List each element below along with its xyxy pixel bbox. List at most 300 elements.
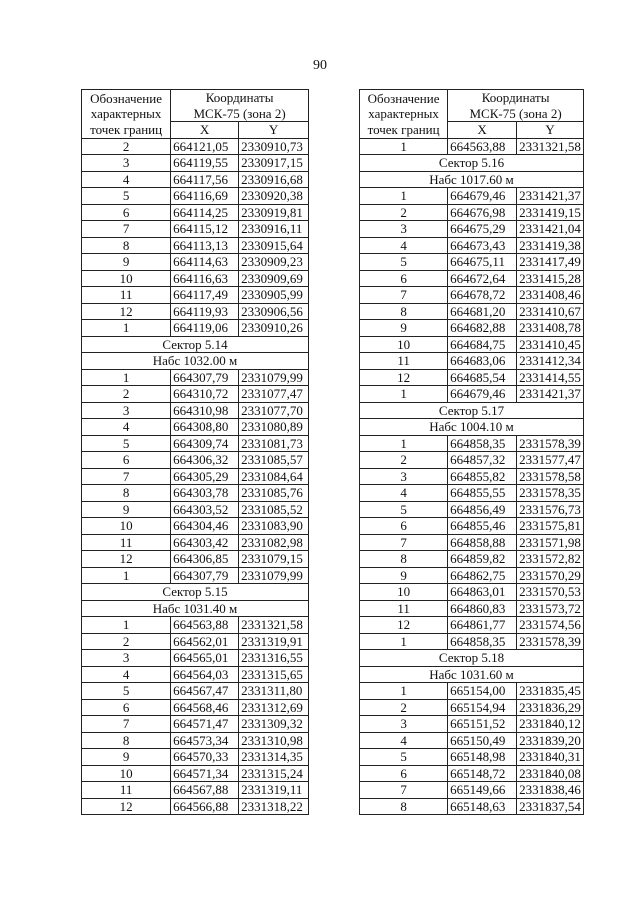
table-row xyxy=(360,798,584,815)
table-row xyxy=(360,138,584,155)
table-row xyxy=(82,419,309,436)
table-body-right xyxy=(360,138,584,815)
coordinate-x: 664855,46 xyxy=(448,518,517,535)
point-number: 8 xyxy=(360,303,448,320)
point-number: 2 xyxy=(82,633,171,650)
coordinate-x: 664860,83 xyxy=(448,600,517,617)
point-number: 5 xyxy=(82,435,171,452)
point-number: 5 xyxy=(82,683,171,700)
table-row xyxy=(82,666,309,683)
point-number: 11 xyxy=(360,353,448,370)
point-number: 7 xyxy=(82,716,171,733)
coordinate-y: 2331319,11 xyxy=(239,782,309,799)
table-row xyxy=(82,287,309,304)
coordinate-y: 2331837,54 xyxy=(517,798,584,815)
point-number: 4 xyxy=(360,485,448,502)
point-number: 6 xyxy=(82,452,171,469)
table-row xyxy=(360,303,584,320)
header-x: X xyxy=(448,122,517,139)
coordinate-x: 664114,63 xyxy=(171,254,239,271)
point-number: 4 xyxy=(82,171,171,188)
coordinate-y: 2331840,31 xyxy=(517,749,584,766)
header-y: Y xyxy=(517,122,584,139)
point-number: 2 xyxy=(82,138,171,155)
coordinate-y: 2331419,38 xyxy=(517,237,584,254)
coordinate-x: 664675,29 xyxy=(448,221,517,238)
point-number: 2 xyxy=(360,452,448,469)
coordinate-x: 665149,66 xyxy=(448,782,517,799)
coordinate-x: 664856,49 xyxy=(448,501,517,518)
coordinate-x: 664855,82 xyxy=(448,468,517,485)
table-row xyxy=(360,782,584,799)
point-number: 4 xyxy=(82,419,171,436)
coordinate-x: 664117,49 xyxy=(171,287,239,304)
point-number: 7 xyxy=(360,287,448,304)
coordinate-y: 2331408,78 xyxy=(517,320,584,337)
point-number: 7 xyxy=(82,468,171,485)
coordinate-y: 2331578,39 xyxy=(517,633,584,650)
table-row xyxy=(360,369,584,386)
coordinate-x: 664681,20 xyxy=(448,303,517,320)
coordinate-y: 2330917,15 xyxy=(239,155,309,172)
point-number: 6 xyxy=(360,765,448,782)
coordinate-y: 2331578,58 xyxy=(517,468,584,485)
coordinate-y: 2331574,56 xyxy=(517,617,584,634)
table-row xyxy=(82,320,309,337)
table-row xyxy=(82,188,309,205)
coordinate-y: 2331079,15 xyxy=(239,551,309,568)
coordinate-y: 2331309,32 xyxy=(239,716,309,733)
table-row xyxy=(360,336,584,353)
coordinate-y: 2331573,72 xyxy=(517,600,584,617)
coordinate-x: 664310,98 xyxy=(171,402,239,419)
header-designation-line: характерных xyxy=(368,106,439,121)
coordinate-x: 664121,05 xyxy=(171,138,239,155)
point-number: 9 xyxy=(82,749,171,766)
coordinate-x: 664119,06 xyxy=(171,320,239,337)
point-number: 1 xyxy=(360,435,448,452)
point-number: 6 xyxy=(82,204,171,221)
coordinate-y: 2331077,70 xyxy=(239,402,309,419)
coordinate-y: 2331835,45 xyxy=(517,683,584,700)
coordinate-y: 2331080,89 xyxy=(239,419,309,436)
coordinate-x: 664862,75 xyxy=(448,567,517,584)
coordinate-y: 2331314,35 xyxy=(239,749,309,766)
table-row xyxy=(82,221,309,238)
section-label: Сектор 5.14 xyxy=(82,336,309,353)
table-row xyxy=(360,617,584,634)
coordinate-y: 2331578,39 xyxy=(517,435,584,452)
table-row xyxy=(82,237,309,254)
coordinate-y: 2331421,37 xyxy=(517,386,584,403)
coordinate-y: 2331839,20 xyxy=(517,732,584,749)
point-number: 1 xyxy=(360,386,448,403)
coordinate-y: 2331316,55 xyxy=(239,650,309,667)
coordinate-x: 664562,01 xyxy=(171,633,239,650)
coordinate-y: 2331414,55 xyxy=(517,369,584,386)
point-number: 8 xyxy=(360,798,448,815)
point-number: 1 xyxy=(360,138,448,155)
coordinate-y: 2331321,58 xyxy=(239,617,309,634)
point-number: 1 xyxy=(360,188,448,205)
coordinate-x: 664858,35 xyxy=(448,435,517,452)
coordinate-y: 2331836,29 xyxy=(517,699,584,716)
point-number: 12 xyxy=(360,617,448,634)
point-number: 2 xyxy=(360,204,448,221)
header-designation xyxy=(82,90,171,139)
table-row xyxy=(82,303,309,320)
point-number: 12 xyxy=(360,369,448,386)
coordinate-y: 2331085,57 xyxy=(239,452,309,469)
table-row xyxy=(82,534,309,551)
coordinate-x: 664564,03 xyxy=(171,666,239,683)
table-row xyxy=(82,782,309,799)
coordinate-y: 2331572,82 xyxy=(517,551,584,568)
table-row xyxy=(82,567,309,584)
coordinate-x: 664679,46 xyxy=(448,386,517,403)
coordinate-x: 664571,47 xyxy=(171,716,239,733)
point-number: 8 xyxy=(82,732,171,749)
point-number: 12 xyxy=(82,798,171,815)
section-row xyxy=(360,419,584,436)
coordinate-y: 2330916,68 xyxy=(239,171,309,188)
coordinate-y: 2331410,45 xyxy=(517,336,584,353)
coordinate-x: 664679,46 xyxy=(448,188,517,205)
coordinate-y: 2330916,11 xyxy=(239,221,309,238)
table-row xyxy=(360,270,584,287)
header-x: X xyxy=(171,122,239,139)
point-number: 1 xyxy=(82,617,171,634)
coordinate-y: 2331311,80 xyxy=(239,683,309,700)
coordinate-x: 664568,46 xyxy=(171,699,239,716)
table-row xyxy=(360,584,584,601)
point-number: 6 xyxy=(360,270,448,287)
coordinate-y: 2331319,91 xyxy=(239,633,309,650)
table-row xyxy=(82,683,309,700)
coordinate-x: 664119,55 xyxy=(171,155,239,172)
coordinate-x: 665154,94 xyxy=(448,699,517,716)
coordinate-x: 664303,42 xyxy=(171,534,239,551)
coordinates-table-left xyxy=(81,89,309,815)
point-number: 7 xyxy=(360,782,448,799)
table-row xyxy=(360,237,584,254)
coordinate-x: 664863,01 xyxy=(448,584,517,601)
table-row xyxy=(82,270,309,287)
coordinate-x: 664682,88 xyxy=(448,320,517,337)
section-row xyxy=(360,155,584,172)
header-y: Y xyxy=(239,122,309,139)
point-number: 3 xyxy=(360,468,448,485)
coordinate-y: 2331079,99 xyxy=(239,567,309,584)
point-number: 8 xyxy=(360,551,448,568)
table-row xyxy=(360,765,584,782)
section-label: Сектор 5.18 xyxy=(360,650,584,667)
coordinate-y: 2331417,49 xyxy=(517,254,584,271)
table-row xyxy=(82,155,309,172)
point-number: 3 xyxy=(82,650,171,667)
table-row xyxy=(82,435,309,452)
table-row xyxy=(82,650,309,667)
header-coordinates xyxy=(171,90,309,106)
coordinate-x: 664565,01 xyxy=(171,650,239,667)
coordinate-x: 664673,43 xyxy=(448,237,517,254)
table-row xyxy=(360,518,584,535)
point-number: 10 xyxy=(82,270,171,287)
header-coordinates-title: Координаты xyxy=(205,90,274,105)
point-number: 11 xyxy=(360,600,448,617)
header-coordinates-system: МСК-75 (зона 2) xyxy=(171,106,309,122)
table-row xyxy=(82,171,309,188)
table-row xyxy=(360,188,584,205)
table-row xyxy=(360,567,584,584)
header-designation-line: Обозначение xyxy=(367,90,440,106)
point-number: 5 xyxy=(360,254,448,271)
coordinate-y: 2331085,52 xyxy=(239,501,309,518)
table-row xyxy=(82,633,309,650)
section-label: Набс 1004.10 м xyxy=(360,419,584,436)
coordinate-y: 2331315,65 xyxy=(239,666,309,683)
table-row xyxy=(360,485,584,502)
coordinate-y: 2331408,46 xyxy=(517,287,584,304)
table-row xyxy=(360,435,584,452)
table-row xyxy=(82,732,309,749)
coordinate-x: 664116,69 xyxy=(171,188,239,205)
table-row xyxy=(82,485,309,502)
page-number: 90 xyxy=(313,58,327,73)
point-number: 3 xyxy=(360,716,448,733)
coordinate-y: 2330919,81 xyxy=(239,204,309,221)
table-body-left xyxy=(82,138,309,815)
table-row xyxy=(82,468,309,485)
point-number: 6 xyxy=(82,699,171,716)
coordinate-y: 2330906,56 xyxy=(239,303,309,320)
point-number: 2 xyxy=(82,386,171,403)
section-label: Набс 1031.40 м xyxy=(82,600,309,617)
coordinate-x: 664573,34 xyxy=(171,732,239,749)
coordinate-y: 2331083,90 xyxy=(239,518,309,535)
point-number: 11 xyxy=(82,534,171,551)
point-number: 2 xyxy=(360,699,448,716)
table-row xyxy=(360,254,584,271)
header-coordinates-title: Координаты xyxy=(481,90,550,105)
header-designation xyxy=(360,90,448,139)
coordinate-y: 2331310,98 xyxy=(239,732,309,749)
coordinate-x: 664563,88 xyxy=(448,138,517,155)
coordinate-x: 665148,98 xyxy=(448,749,517,766)
section-row xyxy=(82,353,309,370)
table-row xyxy=(82,699,309,716)
coordinate-x: 664306,85 xyxy=(171,551,239,568)
section-row xyxy=(82,336,309,353)
table-row xyxy=(360,600,584,617)
point-number: 1 xyxy=(82,369,171,386)
coordinate-x: 665148,63 xyxy=(448,798,517,815)
table-row xyxy=(82,501,309,518)
table-row xyxy=(360,749,584,766)
coordinate-y: 2330910,26 xyxy=(239,320,309,337)
section-label: Сектор 5.17 xyxy=(360,402,584,419)
header-designation-line: точек границ xyxy=(367,121,440,137)
table-row xyxy=(360,320,584,337)
section-row xyxy=(360,650,584,667)
coordinate-x: 664858,35 xyxy=(448,633,517,650)
coordinate-x: 664859,82 xyxy=(448,551,517,568)
table-row xyxy=(360,699,584,716)
header-designation-line: характерных xyxy=(90,106,162,121)
table-row xyxy=(360,732,584,749)
coordinate-x: 664303,78 xyxy=(171,485,239,502)
coordinate-y: 2330920,38 xyxy=(239,188,309,205)
table-row xyxy=(360,716,584,733)
point-number: 11 xyxy=(82,782,171,799)
section-row xyxy=(82,600,309,617)
coordinate-y: 2331421,37 xyxy=(517,188,584,205)
point-number: 1 xyxy=(82,567,171,584)
coordinate-y: 2330905,99 xyxy=(239,287,309,304)
coordinate-y: 2331318,22 xyxy=(239,798,309,815)
coordinate-y: 2331840,08 xyxy=(517,765,584,782)
coordinate-x: 664303,52 xyxy=(171,501,239,518)
point-number: 10 xyxy=(360,584,448,601)
coordinate-x: 664685,54 xyxy=(448,369,517,386)
table-row xyxy=(82,798,309,815)
header-coordinates-system: МСК-75 (зона 2) xyxy=(448,106,584,122)
coordinate-x: 664563,88 xyxy=(171,617,239,634)
coordinate-y: 2331421,04 xyxy=(517,221,584,238)
coordinate-y: 2331576,73 xyxy=(517,501,584,518)
coordinate-y: 2331415,28 xyxy=(517,270,584,287)
coordinate-x: 664567,47 xyxy=(171,683,239,700)
point-number: 1 xyxy=(360,683,448,700)
header-designation-line: Обозначение xyxy=(90,90,162,106)
coordinate-x: 664678,72 xyxy=(448,287,517,304)
point-number: 4 xyxy=(360,237,448,254)
coordinate-y: 2331085,76 xyxy=(239,485,309,502)
point-number: 9 xyxy=(82,254,171,271)
table-row xyxy=(360,452,584,469)
point-number: 5 xyxy=(360,501,448,518)
header-designation-line: точек границ xyxy=(90,121,163,137)
table-row xyxy=(360,204,584,221)
point-number: 4 xyxy=(360,732,448,749)
table-row xyxy=(82,551,309,568)
coordinate-x: 664683,06 xyxy=(448,353,517,370)
table-row xyxy=(82,402,309,419)
table-row xyxy=(360,633,584,650)
coordinates-table-right xyxy=(359,89,584,815)
coordinate-y: 2331079,99 xyxy=(239,369,309,386)
coordinate-y: 2331315,24 xyxy=(239,765,309,782)
point-number: 10 xyxy=(82,518,171,535)
coordinate-y: 2331312,69 xyxy=(239,699,309,716)
coordinate-y: 2331419,15 xyxy=(517,204,584,221)
coordinate-x: 664307,79 xyxy=(171,567,239,584)
coordinate-x: 665150,49 xyxy=(448,732,517,749)
table-row xyxy=(82,617,309,634)
coordinate-x: 664566,88 xyxy=(171,798,239,815)
coordinate-y: 2330909,69 xyxy=(239,270,309,287)
coordinate-x: 664307,79 xyxy=(171,369,239,386)
point-number: 11 xyxy=(82,287,171,304)
coordinate-x: 665148,72 xyxy=(448,765,517,782)
table-row xyxy=(82,204,309,221)
point-number: 5 xyxy=(82,188,171,205)
coordinate-x: 664857,32 xyxy=(448,452,517,469)
table-row xyxy=(82,716,309,733)
coordinate-y: 2331081,73 xyxy=(239,435,309,452)
coordinate-x: 665151,52 xyxy=(448,716,517,733)
point-number: 8 xyxy=(82,237,171,254)
point-number: 9 xyxy=(82,501,171,518)
point-number: 7 xyxy=(360,534,448,551)
point-number: 8 xyxy=(82,485,171,502)
point-number: 5 xyxy=(360,749,448,766)
point-number: 1 xyxy=(360,633,448,650)
coordinate-y: 2331410,67 xyxy=(517,303,584,320)
table-row xyxy=(82,749,309,766)
coordinate-y: 2331570,29 xyxy=(517,567,584,584)
coordinate-x: 664306,32 xyxy=(171,452,239,469)
coordinate-y: 2331577,47 xyxy=(517,452,584,469)
coordinate-y: 2331077,47 xyxy=(239,386,309,403)
point-number: 3 xyxy=(82,402,171,419)
table-row xyxy=(82,452,309,469)
table-row xyxy=(82,369,309,386)
table-row xyxy=(82,254,309,271)
coordinate-x: 664676,98 xyxy=(448,204,517,221)
coordinate-x: 664675,11 xyxy=(448,254,517,271)
coordinate-x: 664858,88 xyxy=(448,534,517,551)
table-row xyxy=(82,518,309,535)
point-number: 3 xyxy=(82,155,171,172)
coordinate-y: 2331578,35 xyxy=(517,485,584,502)
table-row xyxy=(360,221,584,238)
table-row xyxy=(360,386,584,403)
point-number: 7 xyxy=(82,221,171,238)
coordinate-y: 2330915,64 xyxy=(239,237,309,254)
section-row xyxy=(82,584,309,601)
coordinate-y: 2331082,98 xyxy=(239,534,309,551)
point-number: 6 xyxy=(360,518,448,535)
point-number: 10 xyxy=(82,765,171,782)
coordinate-y: 2331840,12 xyxy=(517,716,584,733)
coordinate-y: 2331084,64 xyxy=(239,468,309,485)
table-row xyxy=(360,501,584,518)
coordinate-x: 664310,72 xyxy=(171,386,239,403)
section-label: Набс 1031.60 м xyxy=(360,666,584,683)
section-row xyxy=(360,402,584,419)
coordinate-y: 2331570,53 xyxy=(517,584,584,601)
table-row xyxy=(82,386,309,403)
coordinate-y: 2330909,23 xyxy=(239,254,309,271)
coordinate-x: 664855,55 xyxy=(448,485,517,502)
point-number: 10 xyxy=(360,336,448,353)
table-row xyxy=(82,138,309,155)
coordinate-x: 664304,46 xyxy=(171,518,239,535)
coordinate-x: 664684,75 xyxy=(448,336,517,353)
table-row xyxy=(360,683,584,700)
coordinate-x: 664116,63 xyxy=(171,270,239,287)
coordinate-x: 664861,77 xyxy=(448,617,517,634)
coordinate-x: 664308,80 xyxy=(171,419,239,436)
table-row xyxy=(360,551,584,568)
point-number: 3 xyxy=(360,221,448,238)
coordinate-y: 2331838,46 xyxy=(517,782,584,799)
table-row xyxy=(360,287,584,304)
header-coordinates xyxy=(448,90,584,106)
coordinate-y: 2331412,34 xyxy=(517,353,584,370)
section-label: Набс 1032.00 м xyxy=(82,353,309,370)
